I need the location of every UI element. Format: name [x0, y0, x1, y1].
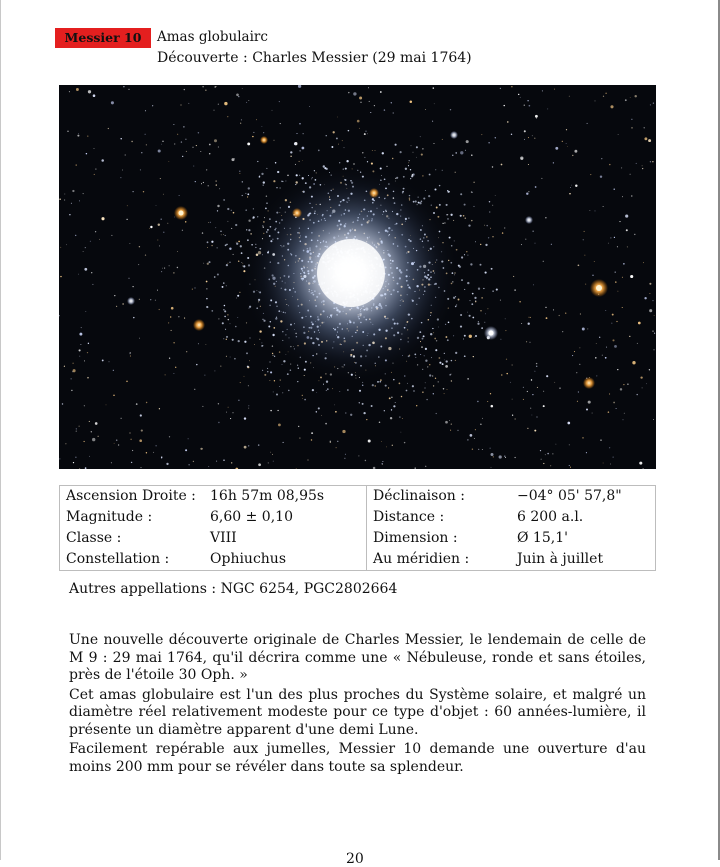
discovery-line: Découverte : Charles Messier (29 mai 1764): [157, 50, 472, 66]
info-label: Magnitude :: [66, 509, 153, 525]
info-label: Distance :: [367, 507, 512, 528]
info-row: [60, 507, 656, 528]
info-row: [60, 486, 656, 508]
info-value: Ø 15,1': [517, 530, 568, 546]
info-value: Ophiuchus: [210, 551, 287, 567]
cluster-core: [317, 239, 385, 307]
object-type: Amas globulairc: [157, 29, 268, 45]
info-value: Juin à juillet: [517, 551, 604, 567]
info-value: VIII: [210, 530, 237, 546]
coordinates-table: [59, 485, 656, 571]
info-label: Déclinaison :: [367, 486, 512, 508]
paragraph: Une nouvelle découverte originale de Charles Messier, le lendemain de celle de M 9 : 29 mai 1764, qu'il décrira comme une « Nébuleuse, ronde et sans étoiles, près de l'étoile 30 Oph. »: [69, 632, 646, 683]
info-value: 6,60 ± 0,10: [210, 509, 293, 525]
globular-cluster-photo: [59, 85, 656, 469]
info-value: 6 200 a.l.: [517, 509, 584, 525]
info-label: Dimension :: [367, 528, 512, 549]
page-number: 20: [346, 851, 364, 867]
info-label: Classe :: [66, 530, 122, 546]
page-edge-left: [0, 0, 1, 860]
paragraph: Cet amas globulaire est l'un des plus proches du Système solaire, et malgré un diamètre réel relativement modeste pour ce type d'objet : 60 années-lumière, il présente un diamètre apparent d'une demi Lune.: [69, 686, 646, 738]
info-row: [60, 528, 656, 549]
other-designations: Autres appellations : NGC 6254, PGC2802664: [69, 581, 398, 597]
info-value: 16h 57m 08,95s: [210, 488, 325, 504]
description-text: [69, 632, 646, 778]
info-label: Constellation :: [66, 551, 170, 567]
object-name-badge: Messier 10: [55, 28, 151, 48]
info-label: Ascension Droite :: [66, 488, 196, 504]
info-row: [60, 549, 656, 571]
paragraph: Facilement repérable aux jumelles, Messier 10 demande une ouverture d'au moins 200 mm pour se révéler dans toute sa splendeur.: [69, 741, 646, 775]
info-label: Au méridien :: [367, 549, 512, 571]
info-value: −04° 05' 57,8": [517, 488, 622, 504]
